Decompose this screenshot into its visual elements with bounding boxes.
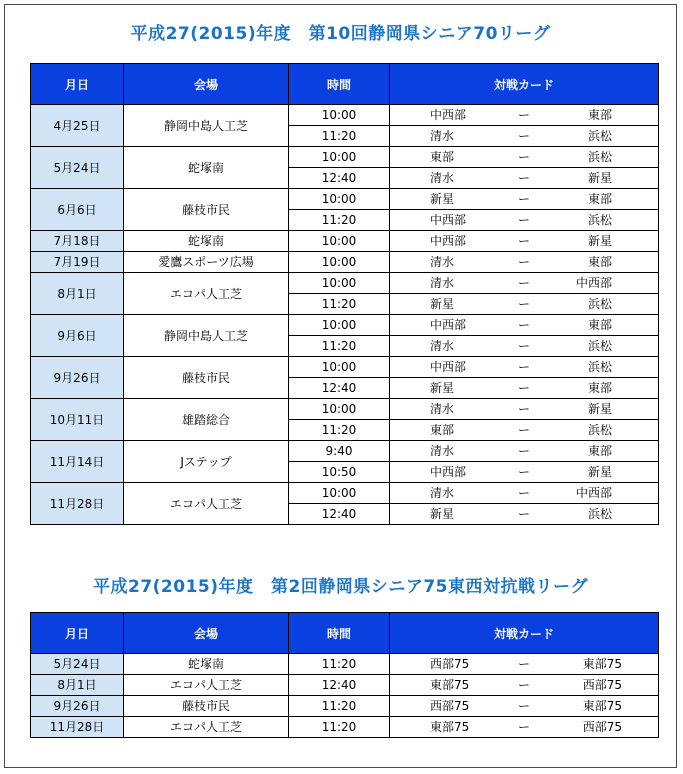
time-cell: 12:40 <box>289 168 390 189</box>
header-venue: 会場 <box>124 64 289 105</box>
match-cell <box>390 378 659 399</box>
home-team: 中西部 <box>430 234 467 248</box>
league70-body <box>31 105 659 525</box>
date-cell: 9月26日 <box>31 696 124 717</box>
versus-dash: ー <box>518 507 531 521</box>
time-cell: 11:20 <box>289 126 390 147</box>
away-team: 東部 <box>587 444 612 458</box>
home-team: 中西部 <box>430 465 467 479</box>
match-cell <box>390 168 659 189</box>
away-team: 新星 <box>587 402 612 416</box>
match-cell <box>390 315 659 336</box>
venue-cell: 静岡中島人工芝 <box>124 105 289 147</box>
table-row <box>31 252 659 273</box>
away-team: 東部75 <box>582 699 622 713</box>
table-row <box>31 654 659 675</box>
away-team: 東部 <box>587 381 612 395</box>
versus-dash: ー <box>518 699 531 713</box>
versus-dash: ー <box>518 192 531 206</box>
match-cell <box>390 483 659 504</box>
time-cell: 11:20 <box>289 294 390 315</box>
table-row <box>31 696 659 717</box>
time-cell: 10:00 <box>289 147 390 168</box>
table-row <box>31 717 659 738</box>
league70-header-row <box>31 64 659 105</box>
home-team: 新星 <box>430 507 455 521</box>
date-cell: 11月14日 <box>31 441 124 483</box>
home-team: 清水 <box>430 171 455 185</box>
date-cell: 11月28日 <box>31 483 124 525</box>
table-row <box>31 315 659 336</box>
home-team: 中西部 <box>430 108 467 122</box>
home-team: 清水 <box>430 276 455 290</box>
home-team: 清水 <box>430 444 455 458</box>
match-cell <box>390 696 659 717</box>
match-cell <box>390 105 659 126</box>
match-cell <box>390 210 659 231</box>
date-cell: 4月25日 <box>31 105 124 147</box>
date-cell: 8月1日 <box>31 273 124 315</box>
home-team: 中西部 <box>430 213 467 227</box>
versus-dash: ー <box>518 360 531 374</box>
versus-dash: ー <box>518 255 531 269</box>
away-team: 浜松 <box>587 129 612 143</box>
date-cell: 7月19日 <box>31 252 124 273</box>
time-cell: 10:00 <box>289 399 390 420</box>
versus-dash: ー <box>518 720 531 734</box>
home-team: 清水 <box>430 129 455 143</box>
header-date: 月日 <box>31 613 124 654</box>
away-team: 東部 <box>587 318 612 332</box>
match-cell <box>390 147 659 168</box>
home-team: 清水 <box>430 339 455 353</box>
away-team: 西部75 <box>582 720 622 734</box>
away-team: 浜松 <box>587 150 612 164</box>
match-cell <box>390 420 659 441</box>
header-time: 時間 <box>289 613 390 654</box>
date-cell: 8月1日 <box>31 675 124 696</box>
match-cell <box>390 336 659 357</box>
time-cell: 9:40 <box>289 441 390 462</box>
venue-cell: エコパ人工芝 <box>124 675 289 696</box>
versus-dash: ー <box>518 213 531 227</box>
versus-dash: ー <box>518 402 531 416</box>
match-cell <box>390 654 659 675</box>
time-cell: 10:00 <box>289 231 390 252</box>
league75-header-row <box>31 613 659 654</box>
time-cell: 11:20 <box>289 696 390 717</box>
match-cell <box>390 294 659 315</box>
home-team: 清水 <box>430 255 455 269</box>
versus-dash: ー <box>518 339 531 353</box>
home-team: 中西部 <box>430 318 467 332</box>
away-team: 東部75 <box>582 657 622 671</box>
versus-dash: ー <box>518 381 531 395</box>
table-row <box>31 357 659 378</box>
date-cell: 10月11日 <box>31 399 124 441</box>
time-cell: 11:20 <box>289 420 390 441</box>
versus-dash: ー <box>518 486 531 500</box>
away-team: 新星 <box>587 465 612 479</box>
venue-cell: 静岡中島人工芝 <box>124 315 289 357</box>
home-team: 中西部 <box>430 360 467 374</box>
away-team: 新星 <box>587 234 612 248</box>
home-team: 東部75 <box>430 678 470 692</box>
date-cell: 7月18日 <box>31 231 124 252</box>
league75-body <box>31 654 659 738</box>
table-row <box>31 189 659 210</box>
date-cell: 6月6日 <box>31 189 124 231</box>
table-row <box>31 441 659 462</box>
match-cell <box>390 231 659 252</box>
away-team: 東部 <box>587 255 612 269</box>
versus-dash: ー <box>518 171 531 185</box>
versus-dash: ー <box>518 678 531 692</box>
venue-cell: 蛇塚南 <box>124 147 289 189</box>
time-cell: 10:00 <box>289 357 390 378</box>
league70-schedule-table <box>30 63 659 525</box>
away-team: 浜松 <box>587 360 612 374</box>
date-cell: 5月24日 <box>31 147 124 189</box>
match-cell <box>390 273 659 294</box>
header-time: 時間 <box>289 64 390 105</box>
away-team: 浜松 <box>587 297 612 311</box>
versus-dash: ー <box>518 423 531 437</box>
home-team: 西部75 <box>430 699 470 713</box>
home-team: 東部 <box>430 150 455 164</box>
versus-dash: ー <box>518 657 531 671</box>
home-team: 新星 <box>430 297 455 311</box>
time-cell: 10:50 <box>289 462 390 483</box>
match-cell <box>390 462 659 483</box>
match-cell <box>390 357 659 378</box>
page-frame <box>4 4 677 768</box>
home-team: 新星 <box>430 192 455 206</box>
date-cell: 9月26日 <box>31 357 124 399</box>
header-match: 対戦カード <box>390 613 659 654</box>
time-cell: 11:20 <box>289 717 390 738</box>
venue-cell: 藤枝市民 <box>124 189 289 231</box>
away-team: 浜松 <box>587 423 612 437</box>
venue-cell: 藤枝市民 <box>124 696 289 717</box>
time-cell: 12:40 <box>289 378 390 399</box>
away-team: 東部 <box>587 192 612 206</box>
home-team: 新星 <box>430 381 455 395</box>
date-cell: 9月6日 <box>31 315 124 357</box>
home-team: 東部75 <box>430 720 470 734</box>
venue-cell: 蛇塚南 <box>124 654 289 675</box>
versus-dash: ー <box>518 465 531 479</box>
league75-title: 平成27(2015)年度 第2回静岡県シニア75東西対抗戦リーグ <box>93 577 588 597</box>
venue-cell: 蛇塚南 <box>124 231 289 252</box>
home-team: 清水 <box>430 486 455 500</box>
header-date: 月日 <box>31 64 124 105</box>
versus-dash: ー <box>518 150 531 164</box>
versus-dash: ー <box>518 444 531 458</box>
time-cell: 10:00 <box>289 105 390 126</box>
match-cell <box>390 399 659 420</box>
header-match: 対戦カード <box>390 64 659 105</box>
away-team: 浜松 <box>587 339 612 353</box>
versus-dash: ー <box>518 108 531 122</box>
table-row <box>31 675 659 696</box>
league75-schedule-table <box>30 612 659 738</box>
away-team: 西部75 <box>582 678 622 692</box>
time-cell: 12:40 <box>289 675 390 696</box>
date-cell: 11月28日 <box>31 717 124 738</box>
venue-cell: エコパ人工芝 <box>124 273 289 315</box>
versus-dash: ー <box>518 276 531 290</box>
away-team: 浜松 <box>587 213 612 227</box>
match-cell <box>390 252 659 273</box>
table-row <box>31 483 659 504</box>
time-cell: 12:40 <box>289 504 390 525</box>
table-row <box>31 399 659 420</box>
venue-cell: 雄踏総合 <box>124 399 289 441</box>
venue-cell: エコパ人工芝 <box>124 483 289 525</box>
venue-cell: 愛鷹スポーツ広場 <box>124 252 289 273</box>
match-cell <box>390 441 659 462</box>
match-cell <box>390 189 659 210</box>
table-row <box>31 105 659 126</box>
away-team: 中西部 <box>575 276 612 290</box>
time-cell: 10:00 <box>289 273 390 294</box>
table-row <box>31 273 659 294</box>
match-cell <box>390 504 659 525</box>
league70-title: 平成27(2015)年度 第10回静岡県シニア70リーグ <box>130 24 551 44</box>
home-team: 西部75 <box>430 657 470 671</box>
time-cell: 11:20 <box>289 210 390 231</box>
venue-cell: 藤枝市民 <box>124 357 289 399</box>
match-cell <box>390 126 659 147</box>
table-row <box>31 147 659 168</box>
time-cell: 10:00 <box>289 315 390 336</box>
home-team: 清水 <box>430 402 455 416</box>
header-venue: 会場 <box>124 613 289 654</box>
time-cell: 11:20 <box>289 336 390 357</box>
time-cell: 10:00 <box>289 189 390 210</box>
away-team: 新星 <box>587 171 612 185</box>
date-cell: 5月24日 <box>31 654 124 675</box>
versus-dash: ー <box>518 318 531 332</box>
table-row <box>31 231 659 252</box>
away-team: 東部 <box>587 108 612 122</box>
away-team: 中西部 <box>575 486 612 500</box>
home-team: 東部 <box>430 423 455 437</box>
time-cell: 10:00 <box>289 483 390 504</box>
versus-dash: ー <box>518 129 531 143</box>
versus-dash: ー <box>518 297 531 311</box>
time-cell: 11:20 <box>289 654 390 675</box>
versus-dash: ー <box>518 234 531 248</box>
time-cell: 10:00 <box>289 252 390 273</box>
match-cell <box>390 717 659 738</box>
away-team: 浜松 <box>587 507 612 521</box>
venue-cell: Jステップ <box>124 441 289 483</box>
venue-cell: エコパ人工芝 <box>124 717 289 738</box>
match-cell <box>390 675 659 696</box>
